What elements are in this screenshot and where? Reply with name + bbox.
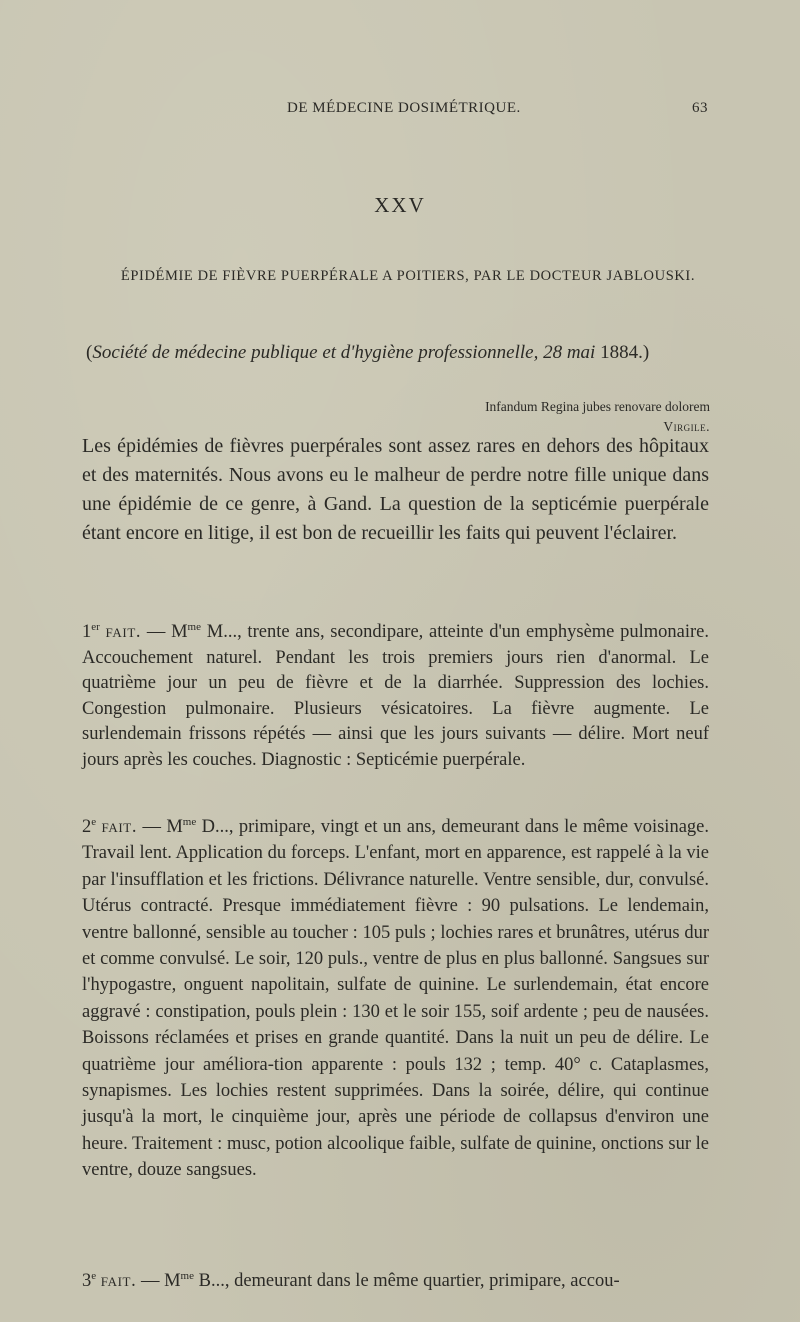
case-ordinal-sup: e <box>91 815 97 828</box>
case-text: D..., primipare, vingt et un ans, demeurant dans le même voisinage. Travail lent. Application du forceps. L'enfant, mort en apparence, est rappelé à la vie par l'insufflation et les frictions. Délivrance naturelle. Ventre sensible, dur, convulsé. Utérus contracté. Presque immédiatement fièvre : 90 pulsations. Le lendemain, ventre ballonné, sensible au toucher : 105 puls ; lochies rares et brunâtres, utérus dur et comme convulsé. Le soir, 120 puls., ventre de plus en plus ballonné. Sangsues sur l'hypogastre, onguent napolitain, sulfate de quinine. Le surlendemain, état encore aggravé : constipation, pouls plein : 130 et le soir 155, soif ardente ; peu de nausées. Boissons réclamées et prises en grande quantité. Dans la nuit un peu de délire. Le quatrième jour améliora-tion apparente : pouls 132 ; temp. 40° c. Cataplasmes, synapismes. Les lochies restent supprimées. Dans la soirée, délire, qui continue jusqu'à la mort, le cinquième jour, après une période de collapsus d'environ une heure. Traitement : musc, potion alcoolique faible, sulfate de quinine, onctions sur le ventre, douze sangsues. <box>82 817 709 1181</box>
source-italic: Société de médecine publique et d'hygiène professionnelle, 28 mai <box>92 342 596 363</box>
chapter-title: ÉPIDÉMIE DE FIÈVRE PUERPÉRALE A POITIERS, PAR LE DOCTEUR JABLOUSKI. <box>120 268 696 284</box>
case-text: M..., trente ans, secondipare, atteinte d'un emphysème pulmonaire. Accouchement naturel. Pendant les trois premiers jours rien d'anormal. Le quatrième jour un peu de fièvre et de la diarrhée. Suppression des lochies. Congestion pulmonaire. Plusieurs vésicatoires. La fièvre augmente. Le surlendemain frissons répétés — ainsi que les jours suivants — délire. Mort neuf jours après les couches. Diagnostic : Septicémie puerpérale. <box>82 622 710 770</box>
case-dash: — M <box>137 817 183 837</box>
source-year: 1884.) <box>595 342 650 363</box>
epigraph <box>380 397 710 437</box>
case-ordinal-sup: er <box>91 620 100 633</box>
case-label: fait. <box>105 622 142 642</box>
case-paragraph-3 <box>82 1268 709 1294</box>
case-ordinal: 1 <box>82 622 92 642</box>
case-text: B..., demeurant dans le même quartier, primipare, accou- <box>193 1271 620 1291</box>
case-title-sup: me <box>180 1269 194 1282</box>
case-title-sup: me <box>182 815 197 828</box>
case-label: fait. <box>100 1271 137 1291</box>
case-title-sup: me <box>187 620 201 633</box>
intro-paragraph: Les épidémies de fièvres puerpérales sont assez rares en dehors des hôpitaux et des maternités. Nous avons eu le malheur de perdre notre fille unique dans une épidémie de ce genre, à Gand. La question de la septicémie puerpérale étant encore en litige, il est bon de recueillir les faits qui peuvent l'éclairer. <box>82 435 709 544</box>
case-label: fait. <box>101 817 138 837</box>
case-dash: — M <box>136 1271 181 1291</box>
source-open-paren: ( <box>86 342 93 363</box>
case-dash: — M <box>141 622 188 642</box>
case-ordinal: 2 <box>82 817 92 837</box>
running-title: DE MÉDECINE DOSIMÉTRIQUE. <box>287 100 521 116</box>
case-ordinal-sup: e <box>91 1269 97 1282</box>
epigraph-quote: Infandum Regina jubes renovare dolorem <box>485 399 710 414</box>
case-paragraph-1 <box>82 620 709 773</box>
chapter-number: XXV <box>374 193 426 217</box>
source-citation <box>86 340 726 366</box>
epigraph-author: Virgile. <box>663 419 710 434</box>
case-ordinal: 3 <box>82 1271 92 1291</box>
page-number: 63 <box>692 100 708 116</box>
case-paragraph-2 <box>82 814 709 1184</box>
